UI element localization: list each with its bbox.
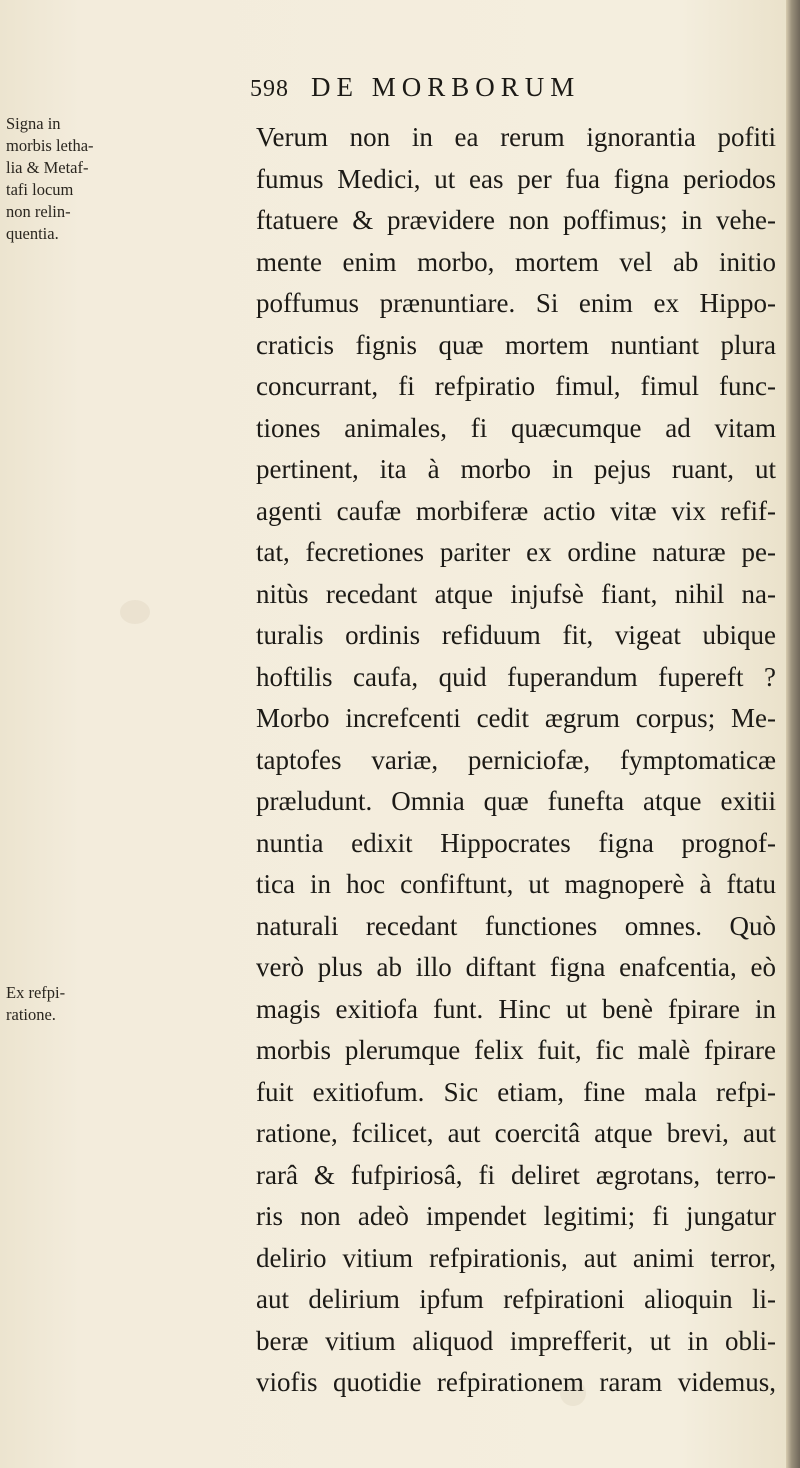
text-line: tica in hoc confiftunt, ut magnoperè à ftatu bbox=[256, 869, 776, 899]
text-line: nitùs recedant atque injufsè fiant, nihil na- bbox=[256, 578, 776, 609]
text-line: pertinent, ita à morbo in pejus ruant, ut bbox=[256, 454, 776, 484]
text-line: poffumus prænuntiare. Si enim ex Hippo- bbox=[256, 288, 776, 318]
text-line: fumus Medici, ut eas per fua figna periodos bbox=[256, 163, 776, 194]
text-line: fuit exitiofum. Sic etiam, fine mala refpi- bbox=[256, 1076, 776, 1107]
margin-notes bbox=[6, 0, 106, 1468]
margin-note-1 bbox=[6, 113, 106, 245]
margin-note-line: ratione. bbox=[6, 1005, 56, 1024]
text-line: craticis fignis quæ mortem nuntiant plura bbox=[256, 329, 776, 360]
margin-note-line: tafi locum bbox=[6, 180, 74, 199]
text-line: rarâ & fufpiriosâ, fi deliret ægrotans, terro- bbox=[256, 1159, 776, 1190]
text-line: morbis plerumque felix fuit, fic malè fpirare bbox=[256, 1035, 776, 1065]
page-number: 598 bbox=[250, 76, 289, 102]
margin-note-2 bbox=[6, 982, 106, 1026]
page-edge-shadow bbox=[786, 0, 800, 1468]
text-line: concurrant, fi refpiratio fimul, fimul func- bbox=[256, 371, 776, 401]
margin-note-line: quentia. bbox=[6, 224, 59, 243]
text-line: delirio vitium refpirationis, aut animi terror, bbox=[256, 1242, 776, 1273]
text-line: magis exitiofa funt. Hinc ut benè fpirare in bbox=[256, 993, 776, 1024]
text-line: tiones animales, fi quæcumque ad vitam bbox=[256, 412, 776, 443]
text-line: Verum non in ea rerum ignorantia pofiti bbox=[256, 122, 776, 152]
text-line: ratione, fcilicet, aut coercitâ atque brevi, aut bbox=[256, 1118, 776, 1148]
page-header bbox=[250, 72, 630, 112]
text-line: nuntia edixit Hippocrates figna prognof- bbox=[256, 827, 776, 858]
margin-note-line: morbis letha- bbox=[6, 136, 94, 155]
body-text bbox=[256, 119, 776, 1409]
text-line: verò plus ab illo diftant figna enafcentia, eò bbox=[256, 952, 776, 982]
text-line: ftatuere & prævidere non poffimus; in vehe- bbox=[256, 205, 776, 235]
paper-stain bbox=[120, 600, 150, 624]
text-line: agenti caufæ morbiferæ actio vitæ vix refif- bbox=[256, 495, 776, 526]
text-line: beræ vitium aliquod imprefferit, ut in obli- bbox=[256, 1325, 776, 1356]
margin-note-line: lia & Metaf- bbox=[6, 158, 89, 177]
text-line: tat, fecretiones pariter ex ordine naturæ pe- bbox=[256, 537, 776, 567]
running-head: DE MORBORUM bbox=[311, 72, 581, 102]
margin-note-line: non relin- bbox=[6, 202, 71, 221]
text-line: turalis ordinis refiduum fit, vigeat ubique bbox=[256, 620, 776, 650]
text-line: hoftilis caufa, quid fuperandum fupereft ? bbox=[256, 661, 776, 692]
text-line: naturali recedant functiones omnes. Quò bbox=[256, 910, 776, 941]
text-line: mente enim morbo, mortem vel ab initio bbox=[256, 246, 776, 277]
margin-note-line: Ex refpi- bbox=[6, 983, 66, 1002]
text-line: taptofes variæ, perniciofæ, fymptomaticæ bbox=[256, 744, 776, 775]
text-line: viofis quotidie refpirationem raram videmus, bbox=[256, 1367, 776, 1397]
text-line: præludunt. Omnia quæ funefta atque exitii bbox=[256, 786, 776, 816]
text-line: aut delirium ipfum refpirationi alioquin li- bbox=[256, 1284, 776, 1314]
text-line: ris non adeò impendet legitimi; fi jungatur bbox=[256, 1201, 776, 1231]
margin-note-line: Signa in bbox=[6, 114, 61, 133]
text-line: Morbo increfcenti cedit ægrum corpus; Me- bbox=[256, 703, 776, 733]
